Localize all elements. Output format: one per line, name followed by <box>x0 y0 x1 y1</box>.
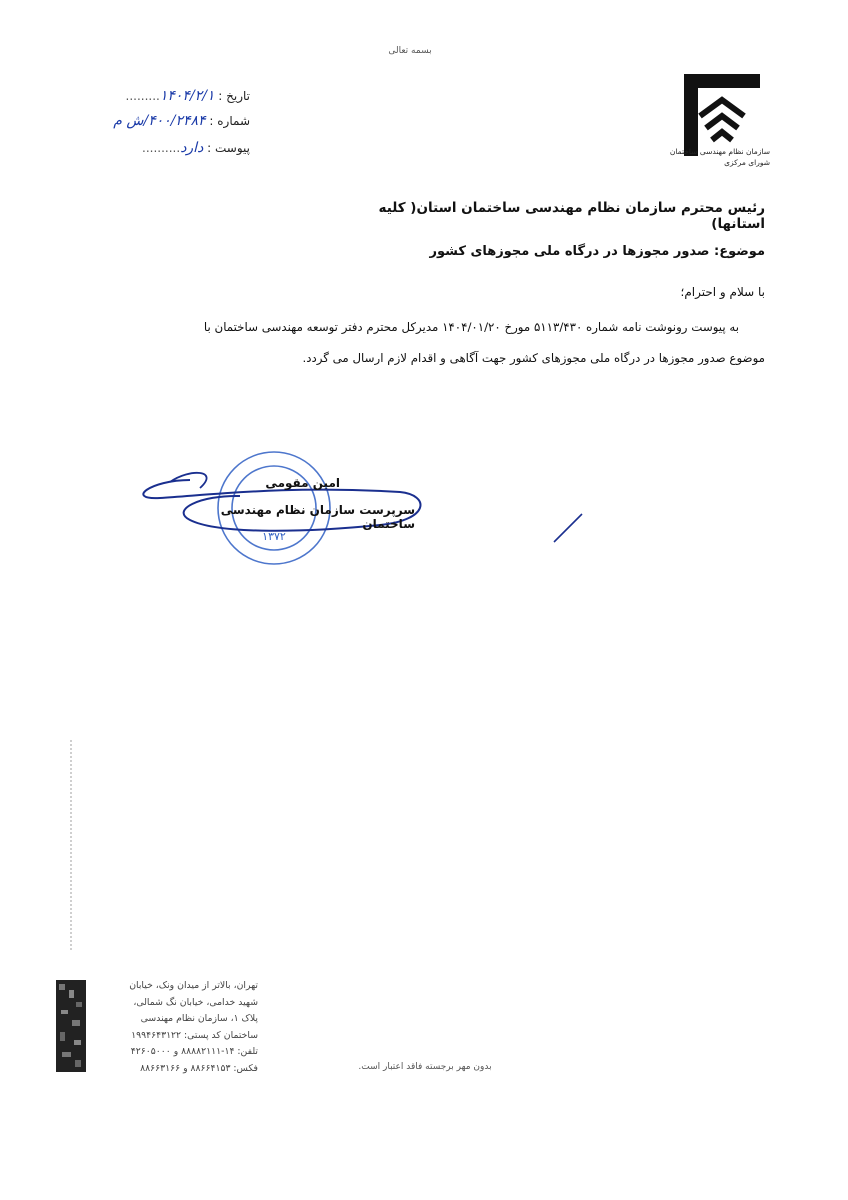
letter-body <box>200 312 765 374</box>
address-line: تهران، بالاتر از میدان ونک، خیابان <box>129 980 258 991</box>
margin-dotted-line <box>70 740 72 950</box>
attachment-label: پیوست : <box>207 141 250 155</box>
body-line-2: موضوع صدور مجوزها در درگاه ملی مجوزهای کشور جهت آگاهی و اقدام لازم ارسال می گردد. <box>302 351 765 365</box>
attachment-value: دارد <box>180 140 204 156</box>
pen-stroke-mark <box>550 508 590 548</box>
subject: موضوع: صدور مجوزها در درگاه ملی مجوزهای کشور <box>429 244 765 259</box>
body-line-1: به پیوست رونوشت نامه شماره ۵۱۱۳/۴۳۰ مورخ ۱۴۰۴/۰۱/۲۰ مدیرکل محترم دفتر توسعه مهندسی ساختمان با <box>203 320 739 334</box>
number-label: شماره : <box>209 114 250 128</box>
signatory-name: امین مقومی <box>265 476 340 490</box>
footer-address <box>96 978 258 1077</box>
footer-validity-note: بدون مهر برجسته فاقد اعتبار است. <box>358 1062 492 1072</box>
date-label: تاریخ : <box>218 89 250 103</box>
logo-caption-council: شورای مرکزی <box>724 158 770 167</box>
address-line: پلاک ۱، سازمان نظام مهندسی <box>140 1013 258 1024</box>
number-value: ۴۰۰/۲۴۸۴/ش م <box>113 113 206 129</box>
address-line: ساختمان کد پستی: ۱۹۹۴۶۴۳۱۲۲ <box>131 1029 258 1041</box>
stamp-year: ۱۳۷۲ <box>262 530 286 543</box>
address-line: تلفن: ۱۴-۸۸۸۸۲۱۱۱ و ۴۲۶۰۵۰۰۰ <box>130 1046 258 1057</box>
number-row <box>90 113 250 129</box>
bismillah: بسمه تعالی <box>388 46 432 56</box>
date-value: ۱۴۰۴/۲/۱ <box>159 88 215 104</box>
date-row: تاریخ : ۱۴۰۴/۲/۱......... <box>125 88 250 104</box>
barcode-icon <box>56 980 86 1072</box>
greeting: با سلام و احترام؛ <box>680 285 765 299</box>
logo-caption-org: سازمان نظام مهندسی ساختمان <box>669 147 770 156</box>
attachment-row: پیوست : دارد.......... <box>142 140 250 156</box>
recipient: رئیس محترم سازمان نظام مهندسی ساختمان استان( کلیه استانها) <box>378 200 765 232</box>
logo-caption <box>660 146 770 168</box>
signatory-title: سرپرست سازمان نظام مهندسی ساختمان <box>220 503 415 531</box>
address-line: شهید خدامی، خیابان نگ شمالی، <box>133 996 258 1008</box>
address-line: فکس: ۸۸۶۶۴۱۵۳ و ۸۸۶۶۳۱۶۶ <box>140 1062 258 1074</box>
